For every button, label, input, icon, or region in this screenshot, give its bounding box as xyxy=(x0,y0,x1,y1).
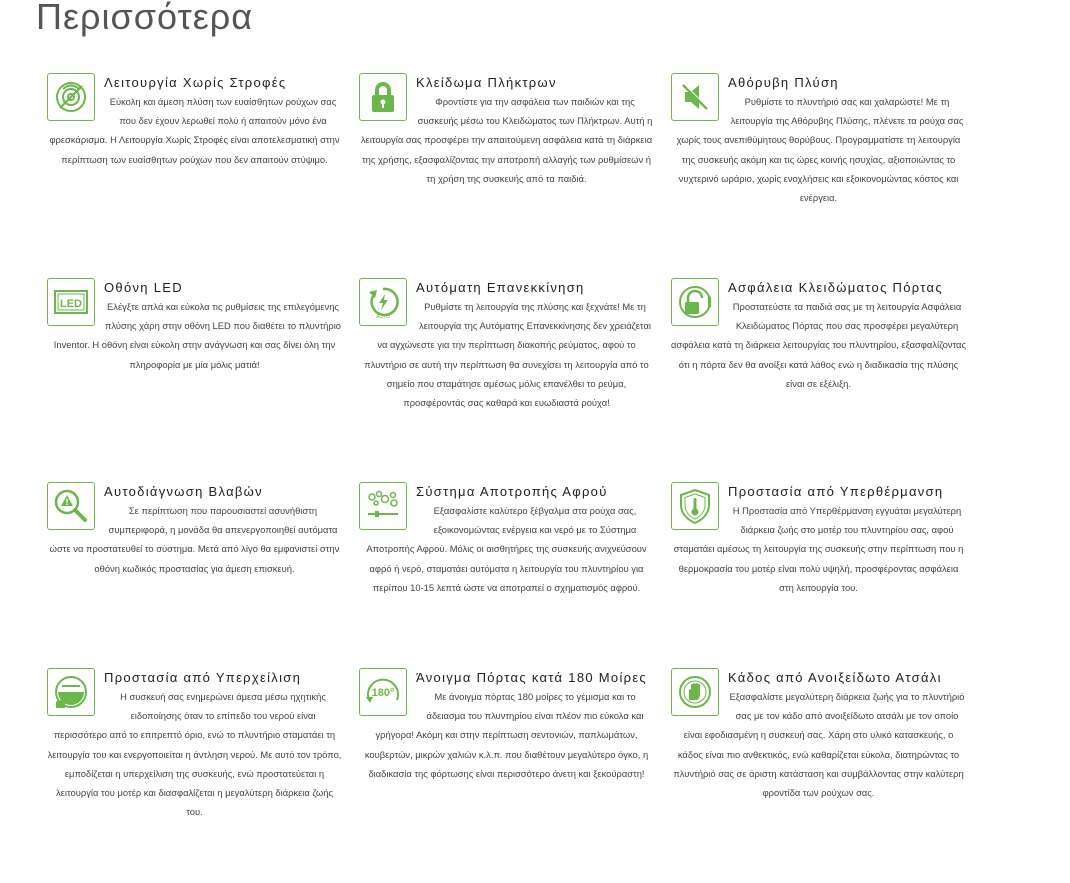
feature-description: Εξασφαλίστε μεγαλύτερη διάρκεια ζωής για το πλυντήριό σας με τον κάδο από ανοιξείδωτο ατσάλι με τον οποίο είναι εφοδιασμένη η συσκευή σας. Χάρη στο υλικό κατασκευής, ο κάδος είναι πιο ανθεκτικός, ενώ καθαρίζεται εύκολα, διατηρώντας το πλυντήριό σας σε άριστη κατάσταση και συμβάλλοντας στην καλύτερη φροντίδα των ρούχων σας. xyxy=(673,691,965,799)
led-display-icon xyxy=(47,278,95,326)
feature-silent-wash xyxy=(671,73,966,207)
feature-foam-control xyxy=(359,482,654,597)
feature-title: Αθόρυβη Πλύση xyxy=(728,75,839,90)
mute-speaker-icon xyxy=(671,73,719,121)
foam-control-icon xyxy=(359,482,407,530)
no-spin-icon xyxy=(47,73,95,121)
padlock-icon xyxy=(359,73,407,121)
feature-door-180 xyxy=(359,668,654,783)
feature-title: Αυτοδιάγνωση Βλαβών xyxy=(104,484,263,499)
led-icon-text: LED xyxy=(60,298,82,310)
feature-key-lock xyxy=(359,73,654,188)
feature-description: Εύκολη και άμεση πλύση των ευαίσθητων ρούχων σας που δεν έχουν λερωθεί πολύ ή απαιτούν μόνο ένα φρεσκάρισμα. Η Λειτουργία Χωρίς Στροφές είναι αποτελεσματική στην περίπτωση των ευαίσθητων ρούχων που δεν απαιτούν στύψιμο. xyxy=(49,96,340,165)
door-lock-icon xyxy=(671,278,719,326)
feature-description: Εξασφαλίστε καλύτερο ξέβγαλμα στα ρούχα σας, εξοικονομώντας ενέργεια και νερό με το Σύστημα Αποτροπής Αφρού. Μόλις οι αισθητήρες της συσκευής ανιχνεύσουν αφρό ή νερό, σταματάει αυτόματα η λειτουργία του πλυντηρίου για περίπου 10-15 λεπτά ώστε να αποτραπεί ο σχηματισμός αφρού. xyxy=(366,505,647,593)
feature-auto-restart xyxy=(359,278,654,412)
feature-title: Αυτόματη Επανεκκίνηση xyxy=(416,280,585,295)
feature-title: Προστασία από Υπερχείλιση xyxy=(104,670,302,685)
feature-description: Σε περίπτωση που παρουσιαστεί ασυνήθιστη συμπεριφορά, η μονάδα θα απενεργοποιηθεί αυτόματα ώστε να προστατευθεί το σύστημα. Μετά από λίγο θα εμφανιστεί στην οθόνη κωδικός προστασίας για άμεση επισκευή. xyxy=(49,505,340,574)
auto-restart-icon xyxy=(359,278,407,326)
door-180-icon-text: 180° xyxy=(371,687,395,699)
feature-title: Λειτουργία Χωρίς Στροφές xyxy=(104,75,287,90)
feature-description: Ελέγξτε απλά και εύκολα τις ρυθμίσεις της επιλεγόμενης πλύσης χάρη στην οθόνη LED που διαθέτει το πλυντήριο Inventor. Η οθόνη είναι εύκολη στην ανάγνωση και σας δίνει όλη την πληροφορία με μία μόλις ματιά! xyxy=(53,301,342,370)
feature-overheat-protection xyxy=(671,482,966,597)
diagnosis-icon xyxy=(47,482,95,530)
door-180-icon xyxy=(359,668,407,716)
feature-steel-drum xyxy=(671,668,966,802)
overheat-shield-icon xyxy=(671,482,719,530)
feature-overflow-protection xyxy=(47,668,342,821)
feature-title: Σύστημα Αποτροπής Αφρού xyxy=(416,484,608,499)
feature-door-lock xyxy=(671,278,966,393)
feature-description: Η Προστασία από Υπερθέρμανση εγγυάται μεγαλύτερη διάρκεια ζωής στο μοτέρ του πλυντηρίου σας, αφού σταματάει αμέσως τη λειτουργία της συσκευής στην περίπτωση που η θερμοκρασία του μοτέρ είναι πολύ υψηλή, προσφέροντας ασφάλεια στη λειτουργία του. xyxy=(673,505,964,593)
auto-icon-text: AUTO xyxy=(376,314,390,320)
feature-title: Κάδος από Ανοιξείδωτο Ατσάλι xyxy=(728,670,942,685)
overflow-drum-icon xyxy=(47,668,95,716)
feature-title: Οθόνη LED xyxy=(104,280,183,295)
feature-title: Προστασία από Υπερθέρμανση xyxy=(728,484,944,499)
feature-description: Ρυθμίστε τη λειτουργία της πλύσης και ξεχνάτε! Με τη λειτουργία της Αυτόματης Επανεκκίνησης δεν χρειάζεται να αγχώνεστε για την περίπτωση διακοπής ρεύματος, αφού το πλυντήριο σε αυτή την περίπτωση θα συνεχίσει τη λειτουργία από το σημείο που σταμάτησε αμέσως μόλις επανέλθει το ρεύμα, προσφέροντάς σας καθαρά και ευωδιαστά ρούχα! xyxy=(364,301,652,409)
feature-description: Προστατεύστε τα παιδιά σας με τη λειτουργία Ασφάλεια Κλειδώματος Πόρτας που σας προσφέρει μεγαλύτερη ασφάλεια κατά τη διάρκεια λειτουργίας του πλυντηρίου, εξασφαλίζοντας ότι η πόρτα δεν θα ανοίξει κατά λάθος ενώ η διαδικασία της πλύσης είναι σε εξέλιξη. xyxy=(671,301,966,389)
feature-description: Με άνοιγμα πόρτας 180 μοίρες το γέμισμα και το άδειασμα του πλυντηρίου είναι πλέον πιο εύκολα και γρήγορα! Ακόμη και στην περίπτωση σεντονιών, παπλωμάτων, κουβερτών, μικρών χαλιών κ.λ.π. που διαθέτουν μεγαλύτερο όγκο, η διαδικασία της φόρτωσης είναι περισσότερο άνετη και ξεκούραστη! xyxy=(364,691,649,779)
feature-no-spin xyxy=(47,73,342,169)
feature-description: Φροντίστε για την ασφάλεια των παιδιών και της συσκευής μέσω του Κλειδώματος των Πλήκτρων. Αυτή η λειτουργία σας προσφέρει την απαιτούμενη ασφάλεια κατά τη διάρκεια της χρήσης, εξασφαλίζοντας την αποτροπή αλλαγής των ρυθμίσεων ή τη χρήση της συσκευής από τα παιδιά. xyxy=(360,96,653,184)
feature-self-diagnosis xyxy=(47,482,342,578)
feature-description: Η συσκευή σας ενημερώνει άμεσα μέσω ηχητικής ειδοποίησης όταν το επίπεδο του νερού είναι περισσότερο από το επιτρεπτό όριο, ενώ το πλυντήριο σταματάει τη λειτουργία του και ενεργοποιείται η άντληση νερού. Με αυτό τον τρόπο, εμποδίζεται η υπερχείλιση της συσκευής, ενώ προστατεύεται η λειτουργία του μοτέρ και διασφαλίζεται η μεγαλύτερη διάρκεια ζωής του. xyxy=(47,691,342,818)
feature-title: Άνοιγμα Πόρτας κατά 180 Μοίρες xyxy=(416,670,647,685)
steel-drum-icon xyxy=(671,668,719,716)
feature-title: Κλείδωμα Πλήκτρων xyxy=(416,75,557,90)
feature-led-display xyxy=(47,278,342,374)
feature-description: Ρυθμίστε το πλυντήριό σας και χαλαρώστε! Με τη λειτουργία της Αθόρυβης Πλύσης, πλένετε τα ρούχα σας χωρίς τους ανεπιθύμητους θορύβους. Προγραμματίστε τη λειτουργία της συσκευής ακόμη και τις ώρες κοινής ησυχίας, αξιοποιώντας το νυχτερινό ωράριο, χωρίς ενοχλήσεις και εξοικονομώντας κόστος και ενέργεια. xyxy=(676,96,964,204)
page-title: Περισσότερα xyxy=(36,0,254,37)
feature-title: Ασφάλεια Κλειδώματος Πόρτας xyxy=(728,280,943,295)
